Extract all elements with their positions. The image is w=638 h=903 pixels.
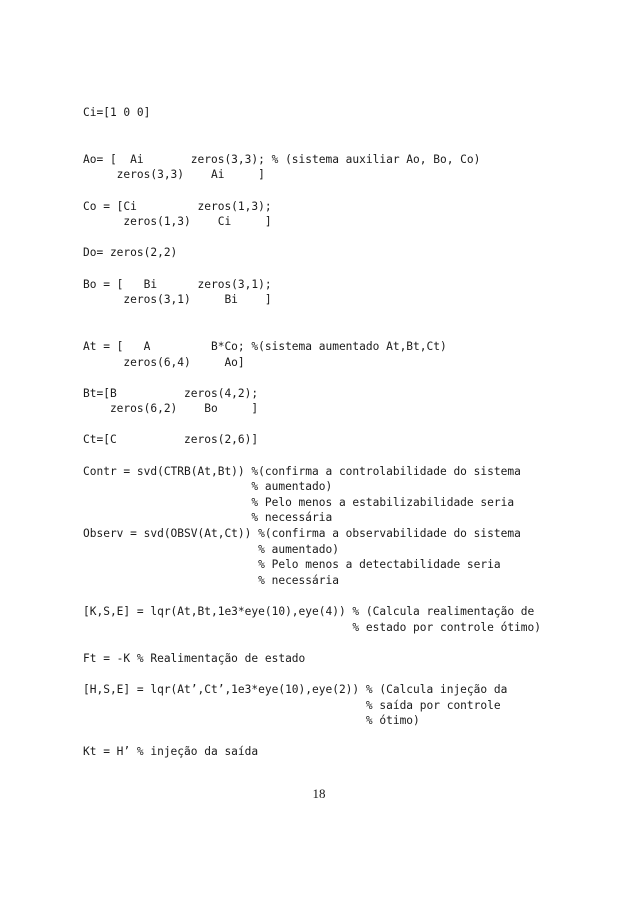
code-line: Ft = -K % Realimentação de estado xyxy=(83,651,306,665)
blank-line xyxy=(83,136,541,152)
blank-line xyxy=(83,261,541,277)
code-line: zeros(3,3) Ai ] xyxy=(83,168,265,182)
code-line: % necessária xyxy=(83,573,339,587)
code-line: zeros(3,1) Bi ] xyxy=(83,293,272,307)
blank-line xyxy=(83,729,541,745)
code-line: Observ = svd(OBSV(At,Ct)) %(confirma a observabilidade do sistema xyxy=(83,527,521,541)
blank-line xyxy=(83,183,541,199)
blank-line xyxy=(83,308,541,324)
code-line: Co = [Ci zeros(1,3); xyxy=(83,199,272,213)
code-line: Ao= [ Ai zeros(3,3); % (sistema auxiliar Ao, Bo, Co) xyxy=(83,152,481,166)
code-line: [H,S,E] = lqr(At’,Ct’,1e3*eye(10),eye(2)) % (Calcula injeção da xyxy=(83,682,508,696)
blank-line xyxy=(83,323,541,339)
code-line: % aumentado) xyxy=(83,542,339,556)
code-line: % Pelo menos a detectabilidade seria xyxy=(83,558,501,572)
code-line: Ci=[1 0 0] xyxy=(83,106,151,119)
code-line: zeros(6,4) Ao] xyxy=(83,355,245,369)
code-line: % saída por controle xyxy=(83,698,501,712)
code-line: [K,S,E] = lqr(At,Bt,1e3*eye(10),eye(4)) % (Calcula realimentação de xyxy=(83,605,535,618)
code-line: % aumentado) xyxy=(83,480,333,494)
code-line: Bo = [ Bi zeros(3,1); xyxy=(83,277,272,291)
code-line: Kt = H’ % injeção da saída xyxy=(83,745,259,759)
blank-line xyxy=(83,448,541,464)
blank-line xyxy=(83,370,541,386)
code-line: % Pelo menos a estabilizabilidade seria xyxy=(83,495,515,509)
blank-line xyxy=(83,666,541,682)
blank-line xyxy=(83,121,541,137)
code-line: zeros(1,3) Ci ] xyxy=(83,215,272,229)
blank-line xyxy=(83,417,541,433)
page-number: 18 xyxy=(312,786,326,801)
blank-line xyxy=(83,635,541,651)
matlab-code-block xyxy=(83,105,541,760)
code-line: Contr = svd(CTRB(At,Bt)) %(confirma a controlabilidade do sistema xyxy=(83,464,521,478)
blank-line xyxy=(83,230,541,246)
code-line: % necessária xyxy=(83,511,333,525)
code-line: % ótimo) xyxy=(83,714,420,728)
code-line: % estado por controle ótimo) xyxy=(83,620,542,634)
code-line: Bt=[B zeros(4,2); xyxy=(83,386,259,400)
code-line: zeros(6,2) Bo ] xyxy=(83,402,259,416)
code-line: At = [ A B*Co; %(sistema aumentado At,Bt,Ct) xyxy=(83,339,447,353)
blank-line xyxy=(83,588,541,604)
code-line: Do= zeros(2,2) xyxy=(83,246,178,260)
code-line: Ct=[C zeros(2,6)] xyxy=(83,433,259,447)
